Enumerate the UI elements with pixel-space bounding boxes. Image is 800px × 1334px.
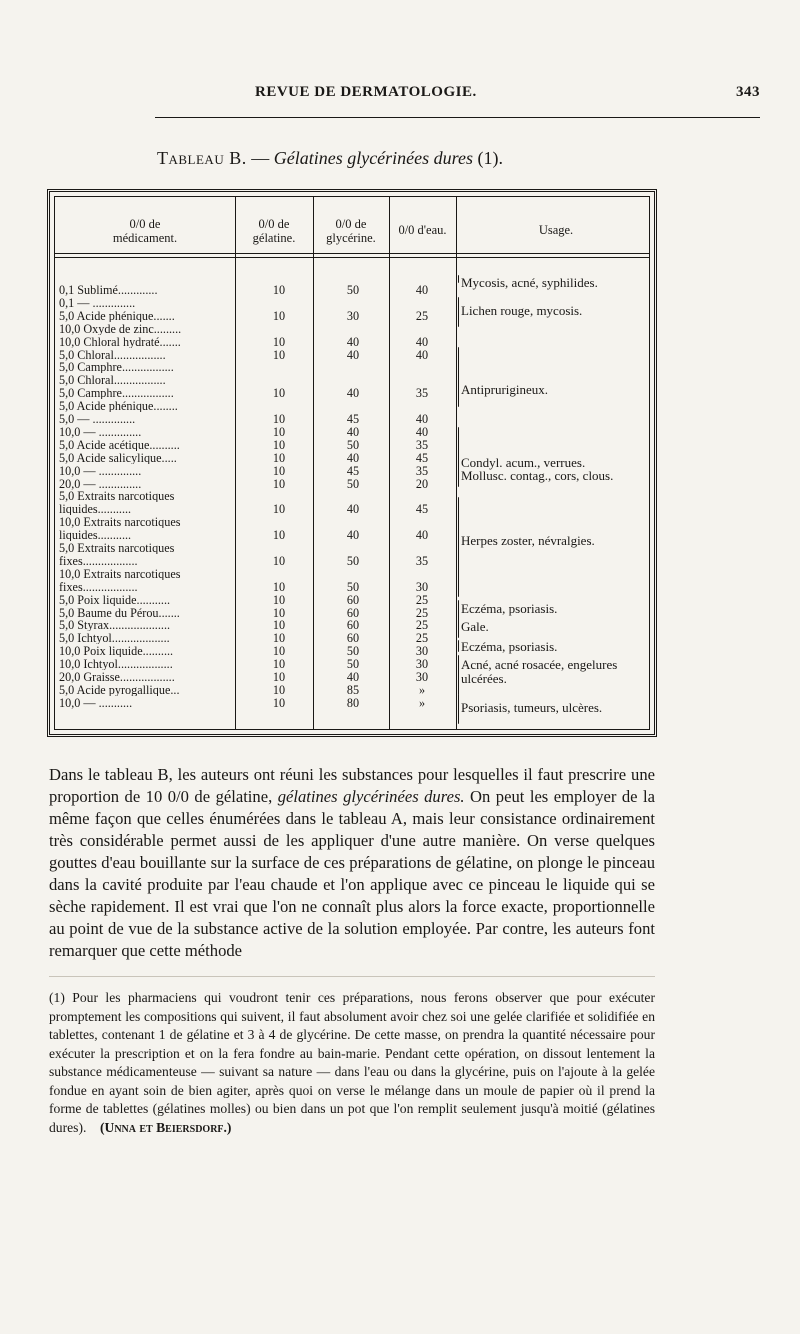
header-rule-bottom	[55, 257, 649, 258]
usage-cell: Herpes zoster, névralgies.	[461, 533, 595, 548]
gelatine-cell: 10	[272, 412, 286, 426]
eau-cell: 30	[415, 644, 429, 659]
gelatine-cell: 10	[272, 579, 286, 594]
composition-table	[47, 189, 657, 737]
glycerine-cell: 40	[346, 670, 360, 684]
table-row	[55, 437, 649, 452]
gelatine-cell: 10	[272, 347, 286, 362]
medicament-cell: 5,0 Acide acétique..........	[59, 439, 180, 451]
medicament-cell: liquides...........	[59, 530, 132, 542]
gelatine-cell: 10	[272, 528, 286, 543]
running-title: REVUE DE DERMATOLOGIE.	[255, 84, 477, 100]
usage-cell: Eczéma, psoriasis.	[461, 639, 558, 654]
medicament-cell: 5,0 Acide phénique.......	[59, 310, 175, 322]
gelatine-cell: 10	[272, 631, 286, 646]
usage-cell: Lichen rouge, mycosis.	[461, 303, 583, 318]
medicament-cell: 5,0 Acide pyrogallique...	[59, 684, 180, 696]
usage-cell: Psoriasis, tumeurs, ulcères.	[461, 700, 603, 715]
gelatine-cell: 10	[272, 657, 286, 672]
glycerine-cell: 80	[346, 695, 360, 710]
glycerine-cell: 30	[346, 308, 360, 323]
usage-brace	[458, 497, 459, 597]
medicament-cell: 10,0 Ichtyol..................	[59, 659, 173, 671]
glycerine-cell: 50	[346, 579, 360, 594]
usage-brace	[458, 694, 459, 724]
medicament-cell: liquides...........	[59, 504, 132, 516]
table-row	[55, 491, 649, 502]
eau-cell: 25	[415, 605, 429, 620]
medicament-cell: 20,0 Graisse..................	[59, 672, 175, 683]
gelatine-cell: 10	[272, 605, 286, 620]
table-row	[55, 517, 649, 528]
column-header-eau: 0/0 d'eau.	[398, 223, 447, 237]
glycerine-cell: 50	[346, 437, 360, 452]
table-row	[55, 414, 649, 425]
medicament-cell: 10,0 Chloral hydraté.......	[59, 336, 181, 348]
eau-cell: 40	[415, 334, 429, 349]
caption-label: Tableau B.	[157, 148, 247, 168]
glycerine-cell: 50	[346, 644, 360, 659]
eau-cell: »	[418, 695, 426, 710]
caption-dash: —	[246, 148, 274, 168]
gelatine-cell: 10	[272, 618, 286, 633]
footnote-signature: (Unna et Beiersdorf.)	[99, 1119, 232, 1135]
usage-cell: Eczéma, psoriasis.	[461, 601, 558, 616]
glycerine-cell: 60	[346, 631, 360, 646]
glycerine-cell: 50	[346, 476, 360, 491]
column-header-glycerine: 0/0 de glycérine.	[326, 217, 376, 245]
eau-cell: 30	[415, 579, 429, 594]
eau-cell: 35	[415, 553, 429, 568]
table-row	[55, 334, 649, 349]
glycerine-cell: 85	[346, 682, 360, 697]
glycerine-cell: 40	[346, 386, 360, 401]
usage-cell: Mycosis, acné, syphilides.	[461, 275, 598, 290]
eau-cell: 40	[415, 283, 429, 297]
medicament-cell: 10,0 — ...........	[59, 697, 133, 709]
table-row	[55, 347, 649, 362]
eau-cell: 35	[415, 463, 429, 478]
eau-cell: 35	[415, 386, 429, 401]
medicament-cell: 10,0 Extraits narcotiques	[59, 517, 181, 529]
medicament-cell: 0,1 Sublimé.............	[59, 285, 158, 296]
table-row	[55, 324, 649, 335]
table-row	[55, 424, 649, 439]
footnote-text: (1) Pour les pharmaciens qui voudront tenir ces préparations, nous ferons observer que pour exécuter promptement les compositions qui suivent, il faut absolument avoir chez soi une gelée clarifiée et solidifiée en tablettes, contenant 1 de gélatine et 3 à 4 de glycérine. De cette masse, on prendra la quantité nécessaire pour exécuter la prescription et on la fera fondre au bain-marie. Pendant cette opération, on dissout lentement la substance médicamenteuse — suivant sa nature — dans l'eau ou dans la glycérine, puis on l'ajoute à la gelée fondue en ayant soin de bien agiter, après quoi on verse le mélange dans un moule de papier où il prend la forme de tablettes (gélatines molles) ou bien dans un pot que l'on remplit seulement jusqu'à moitié (gélatines dures).	[49, 990, 655, 1135]
gelatine-cell: 10	[272, 644, 286, 659]
page-number: 343	[736, 84, 760, 100]
table-row	[55, 401, 649, 412]
column-header-gelatine: 0/0 de gélatine.	[252, 217, 296, 245]
medicament-cell: 5,0 Extraits narcotiques	[59, 491, 175, 503]
table-caption	[157, 148, 657, 169]
gelatine-cell: 10	[272, 670, 286, 684]
eau-cell: 25	[415, 618, 429, 633]
table-row	[55, 553, 649, 568]
table-row	[55, 362, 649, 373]
gelatine-cell: 10	[272, 502, 286, 517]
gelatine-cell: 10	[272, 450, 286, 465]
body-text-part: Dans le tableau B, les auteurs ont réuni les substances pour lesquelles il faut prescrire une proportion de 10 0/0 de gélatine,	[49, 765, 655, 806]
eau-cell: 25	[415, 308, 429, 323]
body-text-part: On peut les employer de la même façon que celles énumérées dans le tableau A, mais leur consistance ordinairement très considérable permet aussi de les appliquer d'une autre manière. On verse quelques gouttes d'eau bouillante sur la surface de ces préparations de gélatine, on plonge le pinceau dans la cavité produite par l'eau chaude et l'on applique avec ce pinceau le liquide qui se sèche rapidement. Il est vrai que l'on ne connaît plus alors la force exacte, proportionnelle au point de vue de la substance active de la solution employée. Par contre, les auteurs font remarquer que cette méthode	[49, 787, 655, 960]
eau-cell: 40	[415, 424, 429, 439]
gelatine-cell: 10	[272, 592, 286, 607]
glycerine-cell: 60	[346, 618, 360, 633]
eau-cell: 25	[415, 592, 429, 607]
glycerine-cell: 40	[346, 450, 360, 465]
medicament-cell: 5,0 — ..............	[59, 414, 136, 425]
usage-cell: Gale.	[461, 619, 489, 634]
column-header-medicament: 0/0 de médicament.	[112, 217, 178, 245]
eau-cell: 35	[415, 437, 429, 452]
footnote-rule	[49, 976, 655, 977]
glycerine-cell: 45	[346, 412, 360, 426]
medicament-cell: fixes..................	[59, 581, 138, 593]
medicament-cell: 5,0 Acide phénique........	[59, 401, 178, 413]
usage-brace	[458, 347, 459, 407]
glycerine-cell: 60	[346, 592, 360, 607]
medicament-cell: 10,0 Extraits narcotiques	[59, 568, 181, 580]
glycerine-cell: 40	[346, 528, 360, 543]
table-row	[55, 682, 649, 697]
footnote	[49, 989, 655, 1137]
medicament-cell: 5,0 Chloral.................	[59, 375, 166, 387]
glycerine-cell: 50	[346, 283, 360, 297]
glycerine-cell: 40	[346, 347, 360, 362]
medicament-cell: 0,1 — ..............	[59, 297, 136, 309]
eau-cell: »	[418, 682, 426, 697]
gelatine-cell: 10	[272, 334, 286, 349]
medicament-cell: 5,0 Acide salicylique.....	[59, 452, 177, 464]
eau-cell: 30	[415, 657, 429, 672]
gelatine-cell: 10	[272, 424, 286, 439]
medicament-cell: fixes..................	[59, 555, 138, 567]
usage-cell: Acné, acné rosacée, engelures ulcérées.	[461, 657, 618, 686]
eau-cell: 45	[415, 450, 429, 465]
usage-brace	[458, 616, 459, 638]
usage-brace	[458, 275, 459, 283]
column-header-usage: Usage.	[538, 223, 574, 237]
medicament-cell: 10,0 Oxyde de zinc.........	[59, 323, 182, 335]
gelatine-cell: 10	[272, 695, 286, 710]
medicament-cell: 5,0 Poix liquide...........	[59, 594, 171, 606]
caption-note: (1).	[473, 148, 503, 168]
usage-brace	[458, 427, 459, 487]
medicament-cell: 5,0 Baume du Pérou.......	[59, 607, 180, 619]
usage-cell: Condyl. acum., verrues.	[461, 455, 586, 470]
header-rule	[155, 117, 760, 118]
gelatine-cell: 10	[272, 476, 286, 491]
eau-cell: 20	[415, 476, 429, 491]
medicament-cell: 5,0 Extraits narcotiques	[59, 543, 175, 554]
eau-cell: 45	[415, 502, 429, 517]
table-row	[55, 579, 649, 594]
usage-brace	[458, 655, 459, 695]
medicament-cell: 20,0 — ..............	[59, 478, 142, 490]
table-inner-frame	[54, 196, 650, 730]
body-paragraph	[49, 764, 655, 962]
gelatine-cell: 10	[272, 463, 286, 478]
glycerine-cell: 50	[346, 553, 360, 568]
glycerine-cell: 40	[346, 424, 360, 439]
body-text-emphasis: gélatines glycérinées dures.	[277, 787, 465, 806]
medicament-cell: 5,0 Chloral.................	[59, 349, 166, 361]
header-rule-top	[55, 253, 649, 254]
medicament-cell: 5,0 Ichtyol...................	[59, 633, 170, 645]
usage-brace	[458, 640, 459, 652]
eau-cell: 30	[415, 670, 429, 684]
eau-cell: 40	[415, 412, 429, 426]
medicament-cell: 10,0 — ..............	[59, 426, 142, 438]
glycerine-cell: 60	[346, 605, 360, 620]
gelatine-cell: 10	[272, 308, 286, 323]
medicament-cell: 5,0 Camphre.................	[59, 362, 174, 374]
table-row	[55, 569, 649, 580]
gelatine-cell: 10	[272, 437, 286, 452]
caption-title: Gélatines glycérinées dures	[273, 148, 473, 168]
medicament-cell: 10,0 Poix liquide..........	[59, 646, 174, 658]
medicament-cell: 5,0 Styrax....................	[59, 620, 171, 632]
gelatine-cell: 10	[272, 283, 286, 297]
gelatine-cell: 10	[272, 682, 286, 697]
gelatine-cell: 10	[272, 553, 286, 568]
medicament-cell: 5,0 Camphre.................	[59, 388, 174, 400]
medicament-cell: 10,0 — ..............	[59, 465, 142, 477]
table-row	[55, 504, 649, 515]
glycerine-cell: 50	[346, 657, 360, 672]
eau-cell: 40	[415, 347, 429, 362]
glycerine-cell: 40	[346, 502, 360, 517]
eau-cell: 25	[415, 631, 429, 646]
glycerine-cell: 45	[346, 463, 360, 478]
usage-brace	[458, 297, 459, 327]
eau-cell: 40	[415, 528, 429, 543]
usage-cell: Antiprurigineux.	[461, 382, 549, 397]
gelatine-cell: 10	[272, 386, 286, 401]
usage-cell: Mollusc. contag., cors, clous.	[461, 468, 614, 483]
glycerine-cell: 40	[346, 334, 360, 349]
